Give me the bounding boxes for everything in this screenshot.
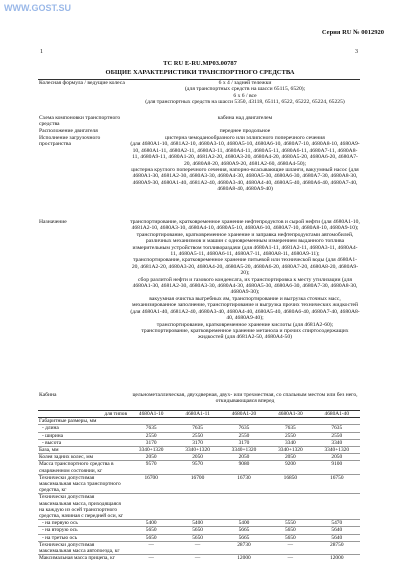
spec-row-label: База, мм (38, 447, 128, 454)
spec-row-label: - на первую ось (38, 520, 128, 527)
document-number: ТС RU E-RU.MP03.00787 (163, 60, 237, 67)
value-purpose (130, 219, 360, 341)
spec-cell (221, 418, 267, 425)
spec-cell: 2550 (128, 432, 174, 439)
spec-cell (267, 418, 313, 425)
spec-model: 4680А1-20 (221, 411, 267, 418)
spec-table (38, 410, 360, 561)
spec-cell: 3340+1320 (174, 447, 220, 454)
spec-cell: 2550 (221, 432, 267, 439)
spec-cell: 3340+1320 (221, 447, 267, 454)
spec-cell: 5400 (221, 520, 267, 527)
spec-cell: 7635 (128, 425, 174, 432)
spec-cell: 16730 (221, 474, 267, 494)
spec-cell: 5400 (128, 520, 174, 527)
page-title: ОБЩИЕ ХАРАКТЕРИСТИКИ ТРАНСПОРТНОГО СРЕДСТВА (105, 69, 295, 76)
spec-cell: 9570 (174, 461, 220, 474)
spec-cell: 7635 (174, 425, 220, 432)
spec-cell: 7635 (221, 425, 267, 432)
label-cabin: Кабина (39, 392, 57, 398)
spec-model: 4680А1-30 (267, 411, 313, 418)
spec-row (38, 494, 360, 520)
spec-cell: 3170 (128, 439, 174, 446)
spec-cell (128, 494, 174, 520)
spec-cell: 9080 (221, 461, 267, 474)
spec-cell: — (174, 541, 220, 554)
value-line: (для 4680А1-10, 4681А2-10, 4680А3-10, 4680А5-10, 4680А6-10, 4680А7-10, 4680А8-10, 4680А9-10, 4680А1-11, 4680А2-11, 4680А3-11, 4680А4-11, 4680А5-11, 4680А6-11, 4680А7-11, 4680А8-11, 4680А9-11, 4680А1-20, 4681А2-20, 4680А3-20, 4680А4-20, 4680А5-20, 4680А6-20, 4680А7-20, 4680А8-20, 4680А9-20, 4681А2-60, 4680А4-50); (130, 141, 360, 167)
spec-cell: 5650 (128, 534, 174, 541)
spec-cell: 3340 (314, 439, 360, 446)
spec-cell: 5650 (267, 534, 313, 541)
spec-row-label: Технически допустимая максимальная масса автопоезда, кг (38, 541, 128, 554)
spec-cell: 3340+1320 (314, 447, 360, 454)
label-cargo-space: Исполнение загрузочного пространства (39, 135, 101, 148)
spec-cell: 5650 (174, 527, 220, 534)
spec-header-row (38, 411, 360, 418)
spec-cell: 2550 (314, 432, 360, 439)
spec-cell: 5550 (267, 520, 313, 527)
spec-cell: 2550 (267, 432, 313, 439)
spec-cell: 2050 (314, 454, 360, 461)
spec-row (38, 454, 360, 461)
label-wheel-formula: Колесная формула / ведущие колеса (39, 80, 125, 86)
spec-row (38, 541, 360, 554)
spec-row (38, 432, 360, 439)
spec-row-label: - на вторую ось (38, 527, 128, 534)
spec-cell: 16700 (128, 474, 174, 494)
spec-row-label: Технически допустимая максимальная масса транспортного средства, кг (38, 474, 128, 494)
spec-cell: 2050 (267, 454, 313, 461)
spec-cell: — (267, 541, 313, 554)
spec-row-label: Колея задних колес, мм (38, 454, 128, 461)
spec-cell: 5665 (221, 534, 267, 541)
label-layout-scheme: Схема компоновки транспортного средства (39, 115, 121, 128)
label-purpose: Назначение (39, 219, 67, 225)
spec-cell: 3340 (267, 439, 313, 446)
spec-row (38, 534, 360, 541)
spec-row-label: Габаритные размеры, мм (38, 418, 128, 425)
spec-cell: 9100 (314, 461, 360, 474)
spec-cell: 5400 (174, 520, 220, 527)
value-line: транспортирование, кратковременное хранение и заправка нефтепродуктами автомобилей, различных механизмов и машин с одновременным измерением выданного топлива измерительным устройством топливораздачи (для 4680А1-11, 4681А2-11, 4680А3-11, 4680А4-11, 4680А5-11, 4680А6-11, 4680А7-11, 4680А8-11, 4680А9-11); (132, 231, 358, 258)
spec-cell (267, 494, 313, 520)
spec-cell (174, 494, 220, 520)
page-number-left: 1 (40, 49, 43, 55)
spec-row (38, 447, 360, 454)
spec-row (38, 555, 360, 562)
spec-model: 4680А1-40 (314, 411, 360, 418)
spec-cell: 5665 (221, 527, 267, 534)
spec-row-label: Технически допустимая максимальная масса, приходящаяся на каждую из осей транспортного средства, начиная с передней оси, кг (38, 494, 128, 520)
value-line: транспортирование, кратковременное хранение питьевой или технической воды (для 4680А1-20, 4681А2-20, 4680А3-20, 4680А4-20, 4680А5-20, 4680А6-20, 4680А7-20, 4680А8-20, 4680А9-20); (131, 257, 359, 277)
spec-cell: 5640 (314, 527, 360, 534)
value-line: транспортирование, кратковременное хранение метанола и прочих спиртосодержащих жидкостей (для 4681А2-50, 4680А4-50) (141, 327, 349, 341)
watermark: WWW.GOST.SU (4, 3, 71, 13)
spec-cell: 3170 (174, 439, 220, 446)
value-wheel-formula (130, 80, 360, 106)
spec-row (38, 425, 360, 432)
spec-cell: 9570 (128, 461, 174, 474)
spec-row (38, 461, 360, 474)
spec-cell: 16750 (314, 474, 360, 494)
spec-row (38, 439, 360, 446)
spec-row-label: - на третью ось (38, 534, 128, 541)
spec-cell: 12000 (314, 555, 360, 562)
spec-cell: — (174, 555, 220, 562)
spec-cell (314, 418, 360, 425)
spec-cell: 16700 (174, 474, 220, 494)
spec-row-label: - ширина (38, 432, 128, 439)
value-line: сбор разлитой нефти и газового конденсата, их транспортировка к месту утилизации (для 4680А1-30, 4681А2-30, 4680А3-30, 4680А4-30, 4680А5-30, 4680А6-30, 4680А7-30, 4680А8-30, 4680А9-30); (132, 276, 358, 296)
spec-header-label: для типов (38, 411, 128, 418)
spec-row (38, 418, 360, 425)
spec-row (38, 474, 360, 494)
spec-cell: 28750 (314, 541, 360, 554)
spec-cell: 2050 (128, 454, 174, 461)
serial-number: Серия RU № 0012920 (321, 29, 384, 36)
value-line: цистерна круглого поперечного сечения, напорно-всасывающие шланги, вакуумный насос (для 4680А1-30, 4681А2-30, 4680А3-30, 4680А4-30, 4680А5-30, 4680А6-30, 4680А7-30, 4680А8-30, 4680А9-30, 4680А1-40, 4681А2-40, 4680А3-40, 4680А4-40, 4680А5-40, 4680А6-40, 4680А7-40, 4680А8-40, 4680А9-40) (131, 167, 359, 193)
value-line: цистерна чемоданообразного или эллипсного поперечного сечения (165, 135, 325, 141)
spec-row-label: - высота (38, 439, 128, 446)
spec-cell: 3340+1320 (128, 447, 174, 454)
value-line: 6 x 6 / все (233, 92, 257, 99)
value-cargo-space (130, 135, 360, 193)
spec-cell: 5640 (314, 534, 360, 541)
spec-cell (314, 494, 360, 520)
spec-cell: 5650 (267, 527, 313, 534)
spec-row (38, 527, 360, 534)
spec-body (38, 418, 360, 562)
spec-row-label: Максимальная масса прицепа, кг (38, 555, 128, 562)
value-cabin: цельнометаллическая, двухдверная, двух- или трехместная, со спальным местом или без него, откидывающаяся вперед (132, 392, 358, 405)
spec-row-label: Масса транспортного средства в снаряженном состоянии, кг (38, 461, 128, 474)
page-number-right: 3 (355, 49, 358, 55)
spec-cell: 28730 (221, 541, 267, 554)
spec-cell (128, 418, 174, 425)
spec-cell: 2550 (174, 432, 220, 439)
spec-model: 4680А1-11 (174, 411, 220, 418)
spec-cell: 5650 (174, 534, 220, 541)
spec-cell: — (128, 555, 174, 562)
spec-row (38, 520, 360, 527)
spec-cell (221, 494, 267, 520)
spec-cell: 7635 (267, 425, 313, 432)
value-line: транспортирование, кратковременное хранение нефтепродуктов и сырой нефти (для 4680А1-10, 4681А2-10, 4680А3-10, 4680А4-10, 4680А5-10, 4680А6-10, 4680А7-10, 4680А8-10, 4680А9-10); (130, 219, 360, 232)
spec-cell (174, 418, 220, 425)
spec-cell: 3170 (221, 439, 267, 446)
value-engine-location: переднее продольное (219, 128, 271, 134)
label-engine-location: Расположение двигателя (39, 128, 98, 134)
value-line: вакуумная очистка выгребных ям, транспортирование и выгрузка сточных масс, механизированное заполнение, транспортирование и выгрузка прочих технических жидкостей (для 4680А1-40, 4681А2-40, 4680А3-40, 4680А4-40, 4680А5-40, 4680А6-40, 4680А7-40, 4680А8-40, 4680А9-40); (130, 295, 360, 322)
value-line: 6 x 4 / задней тележки (218, 80, 272, 86)
value-line: (для транспортных средств на шасси 65115, 6520); (184, 86, 306, 93)
spec-cell: 9200 (267, 461, 313, 474)
spec-cell: 16850 (267, 474, 313, 494)
spec-model: 4680А1-10 (128, 411, 174, 418)
spec-row-label: - длина (38, 425, 128, 432)
spec-cell: 2050 (221, 454, 267, 461)
value-line: транспортирование, кратковременное хранение кислоты (для 4681А2-60); (156, 321, 334, 328)
spec-cell: 3340+1320 (267, 447, 313, 454)
spec-cell: 5470 (314, 520, 360, 527)
value-line: (для транспортных средств на шасси 5350, 43118, 65111, 6522, 65222, 65224, 65225) (145, 99, 345, 106)
spec-cell: 7635 (314, 425, 360, 432)
spec-cell: 12000 (221, 555, 267, 562)
spec-cell: — (267, 555, 313, 562)
spec-cell: 2050 (174, 454, 220, 461)
value-layout-scheme: кабина над двигателем (217, 115, 273, 121)
spec-cell: — (128, 541, 174, 554)
spec-cell: 5650 (128, 527, 174, 534)
